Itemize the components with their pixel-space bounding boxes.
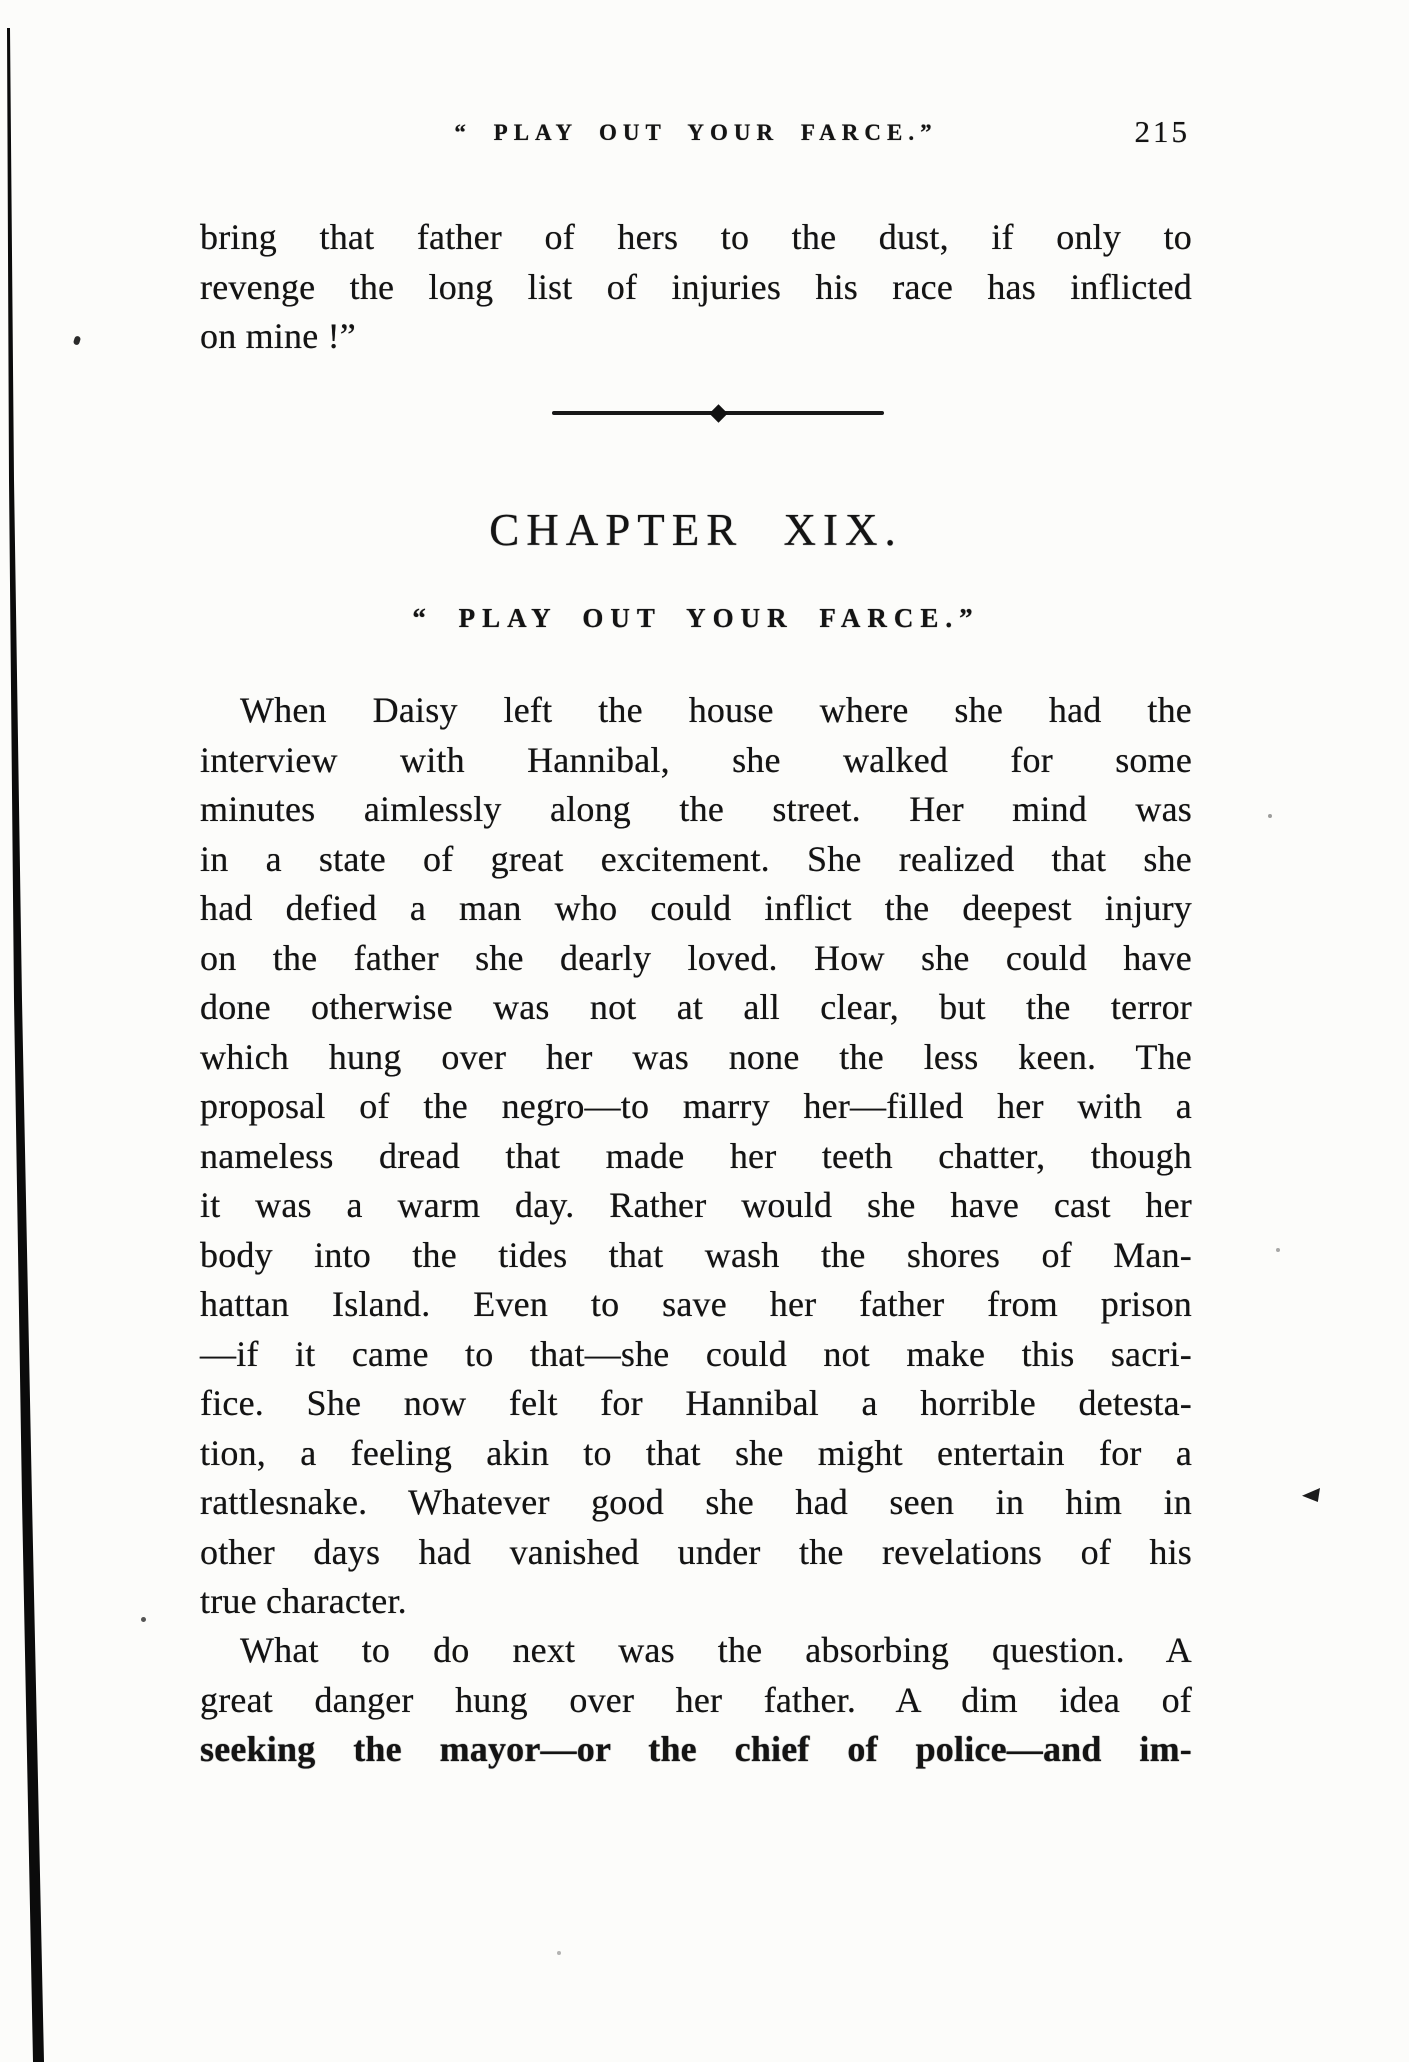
text-line: other days had vanished under the revelations of his (200, 1531, 1192, 1572)
body-paragraph (200, 1626, 1192, 1775)
text-line: hattan Island. Even to save her father from prison (200, 1284, 1192, 1324)
scan-edge-artifact (0, 0, 60, 2062)
text-line: —if it came to that—she could not make this sacri- (200, 1333, 1192, 1374)
text-line: it was a warm day. Rather would she have cast her (200, 1185, 1192, 1225)
section-divider (552, 404, 884, 422)
chapter-subtitle: “ PLAY OUT YOUR FARCE.” (412, 603, 980, 633)
text-line: which hung over her was none the less keen. The (200, 1036, 1192, 1077)
text-line: What to do next was the absorbing question. A (240, 1630, 1192, 1670)
divider-rule-left (552, 411, 714, 415)
text-line: minutes aimlessly along the street. Her mind was (200, 789, 1192, 829)
text-line: done otherwise was not at all clear, but the terror (200, 987, 1192, 1027)
text-line: tion, a feeling akin to that she might entertain for a (200, 1432, 1192, 1473)
ink-speck (1276, 1248, 1280, 1252)
text-line: rattlesnake. Whatever good she had seen in him in (200, 1482, 1192, 1522)
text-line: bring that father of hers to the dust, if only to (200, 217, 1192, 257)
continuation-paragraph (200, 213, 1192, 362)
diamond-ornament-icon (709, 404, 727, 422)
ink-speck (73, 335, 81, 345)
text-line: fice. She now felt for Hannibal a horrible detesta- (200, 1383, 1192, 1423)
text-line: seeking the mayor—or the chief of police—and im- (200, 1729, 1192, 1769)
running-header-title: “ PLAY OUT YOUR FARCE.” (454, 120, 938, 145)
ink-speck (557, 1951, 561, 1955)
ink-speck (141, 1617, 146, 1622)
text-line: on the father she dearly loved. How she could have (200, 937, 1192, 978)
text-line: nameless dread that made her teeth chatter, though (200, 1135, 1192, 1176)
divider-rule-right (723, 411, 885, 415)
text-line: had defied a man who could inflict the deepest injury (200, 888, 1192, 928)
text-line: interview with Hannibal, she walked for some (200, 739, 1192, 780)
text-line: great danger hung over her father. A dim idea of (200, 1679, 1192, 1720)
text-line: proposal of the negro—to marry her—filled her with a (200, 1086, 1192, 1126)
page-number: 215 (1134, 114, 1190, 149)
body-paragraph (200, 686, 1192, 1627)
chapter-heading: CHAPTER XIX. (489, 505, 903, 555)
ink-speck (1268, 814, 1272, 818)
text-line: revenge the long list of injuries his race has inflicted (200, 266, 1192, 307)
margin-ink-mark (1302, 1488, 1320, 1502)
text-line: When Daisy left the house where she had the (240, 690, 1192, 730)
text-line: true character. (200, 1581, 407, 1621)
text-line: on mine !” (200, 316, 356, 356)
text-line: body into the tides that wash the shores of Man- (200, 1234, 1192, 1275)
running-header (200, 114, 1192, 166)
text-line: in a state of great excitement. She realized that she (200, 838, 1192, 879)
